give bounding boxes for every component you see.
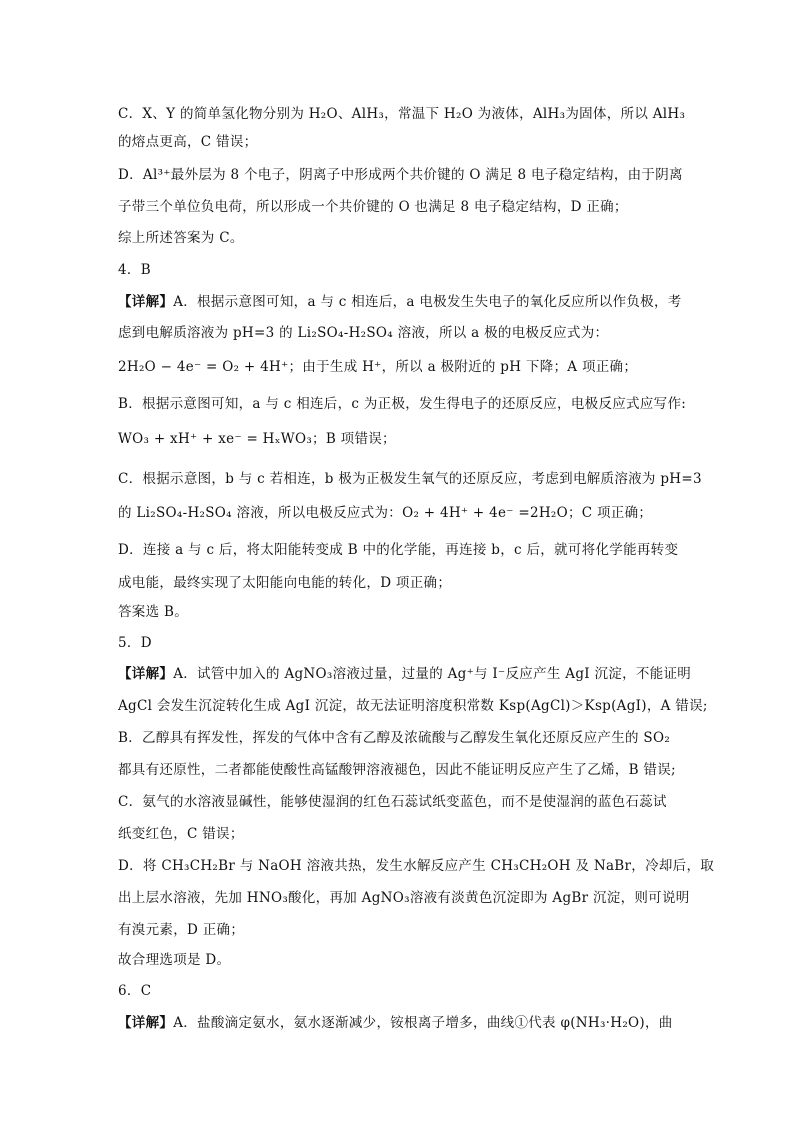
text-segment: A．盐酸滴定氨水，氨水逐渐减少，铵根离子增多，曲线①代表 φ(NH₃·H₂O)，曲 [173,1015,673,1031]
question-number: 5．D [118,635,152,651]
detail-tag: 【详解】 [118,1015,174,1031]
text-line: D．将 CH₃CH₂Br 与 NaOH 溶液共热，发生水解反应产生 CH₃CH₂OH 及 NaBr，冷却后，取 [118,858,715,874]
text-line: AgCl 会发生沉淀转化生成 AgI 沉淀，故无法证明溶度积常数 Ksp(AgCl)＞Ksp(AgI)，A 错误; [118,698,708,714]
question-number: 6．C [118,983,152,999]
text-line: C．氨气的水溶液显碱性，能够使湿润的红色石蕊试纸变蓝色，而不是使湿润的蓝色石蕊试 [118,794,667,810]
text-line: B．乙醇具有挥发性，挥发的气体中含有乙醇及浓硫酸与乙醇发生氧化还原反应产生的 SO₂ [118,730,671,746]
text-line [118,665,692,683]
text-line [118,1014,678,1032]
equation-line: 2H₂O − 4e⁻ = O₂ + 4H⁺；由于生成 H⁺，所以 a 极附近的 pH 下降；A 项正确； [118,359,638,375]
text-line: 出上层水溶液，先加 HNO₃酸化，再加 AgNO₃溶液有淡黄色沉淀即为 AgBr 沉淀，则可说明 [118,890,690,906]
text-line: 答案选 B。 [118,604,189,620]
text-line [118,293,682,311]
text-line: 都具有还原性，二者都能使酸性高锰酸钾溶液褪色，因此不能证明反应产生了乙烯，B 错误; [118,762,676,778]
text-line: 成电能，最终实现了太阳能向电能的转化，D 项正确； [118,575,452,591]
text-line: 综上所述答案为 C。 [118,230,244,246]
detail-tag: 【详解】 [118,666,174,682]
detail-tag: 【详解】 [118,294,174,310]
text-segment: A．试管中加入的 AgNO₃溶液过量，过量的 Ag⁺与 I⁻反应产生 AgI 沉淀，不能证明 [173,666,692,682]
text-line: 故合理选项是 D。 [118,952,231,968]
text-line: D．Al³⁺最外层为 8 个电子，阴离子中形成两个共价键的 O 满足 8 电子稳定结构，由于阴离 [118,167,683,183]
text-line: 虑到电解质溶液为 pH=3 的 Li₂SO₄-H₂SO₄ 溶液，所以 a 极的电极反应式为： [118,325,609,341]
question-number: 4．B [118,262,151,278]
text-line: 有溴元素，D 正确； [118,922,245,938]
text-line: 的 Li₂SO₄-H₂SO₄ 溶液，所以电极反应式为：O₂ + 4H⁺ + 4e⁻ =2H₂O；C 项正确； [118,505,653,521]
text-line: 的熔点更高，C 错误； [118,134,258,150]
text-segment: A．根据示意图可知，a 与 c 相连后，a 电极发生失电子的氧化反应所以作负极，考 [173,294,682,310]
text-line: 纸变红色，C 错误； [118,826,244,842]
text-line: C．X、Y 的简单氢化物分别为 H₂O、AlH₃，常温下 H₂O 为液体，AlH₃为固体，所以 AlH₃ [118,106,686,122]
text-line: D．连接 a 与 c 后，将太阳能转变成 B 中的化学能，再连接 b，c 后，就可将化学能再转变 [118,542,679,558]
text-line: B．根据示意图可知，a 与 c 相连后，c 为正极，发生得电子的还原反应，电极反应式应写作: [118,396,687,412]
text-line: C．根据示意图，b 与 c 若相连，b 极为正极发生氧气的还原反应，考虑到电解质溶液为 pH=3 [118,471,702,487]
equation-line: WO₃ + xH⁺ + xe⁻ = HₓWO₃；B 项错误； [118,431,396,447]
text-line: 子带三个单位负电荷，所以形成一个共价键的 O 也满足 8 电子稳定结构，D 正确； [118,199,628,215]
